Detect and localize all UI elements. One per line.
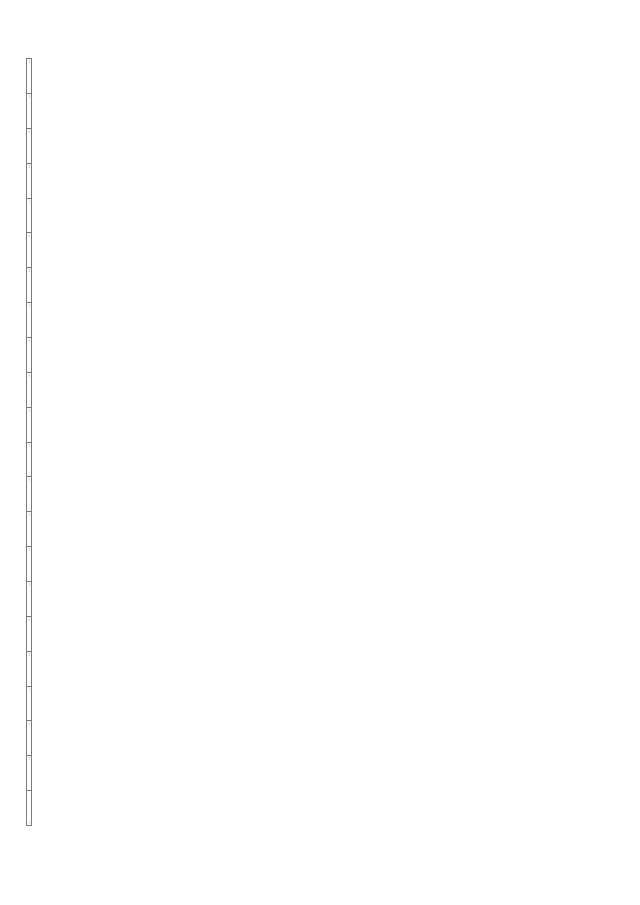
table-cell: ...: [27, 616, 32, 651]
table-cell: ...: [27, 581, 32, 616]
table-cell: ...: [27, 233, 32, 268]
table-cell: ...: [27, 477, 32, 512]
table-cell: ...: [27, 547, 32, 582]
table-cell: ...: [27, 756, 32, 791]
table-cell: ...: [27, 163, 32, 198]
table-row: [27, 59, 32, 826]
table-cell: ...: [27, 93, 32, 128]
table-cell: ...: [27, 198, 32, 233]
table-cell: ...: [27, 442, 32, 477]
rotated-table-sheet: [26, 58, 606, 826]
data-table: [26, 58, 32, 826]
table-cell: ...: [27, 128, 32, 163]
table-cell: ...: [27, 337, 32, 372]
table-cell: ...: [27, 303, 32, 338]
table-cell: ...: [27, 651, 32, 686]
table-cell: ...: [27, 268, 32, 303]
table-cell: ...: [27, 372, 32, 407]
table-cell: ...: [27, 721, 32, 756]
table-cell: ...: [27, 686, 32, 721]
row-name-cell: ...: [27, 791, 32, 826]
table-cell: ...: [27, 512, 32, 547]
table-cell: ...: [27, 59, 32, 94]
table-cell: ...: [27, 407, 32, 442]
